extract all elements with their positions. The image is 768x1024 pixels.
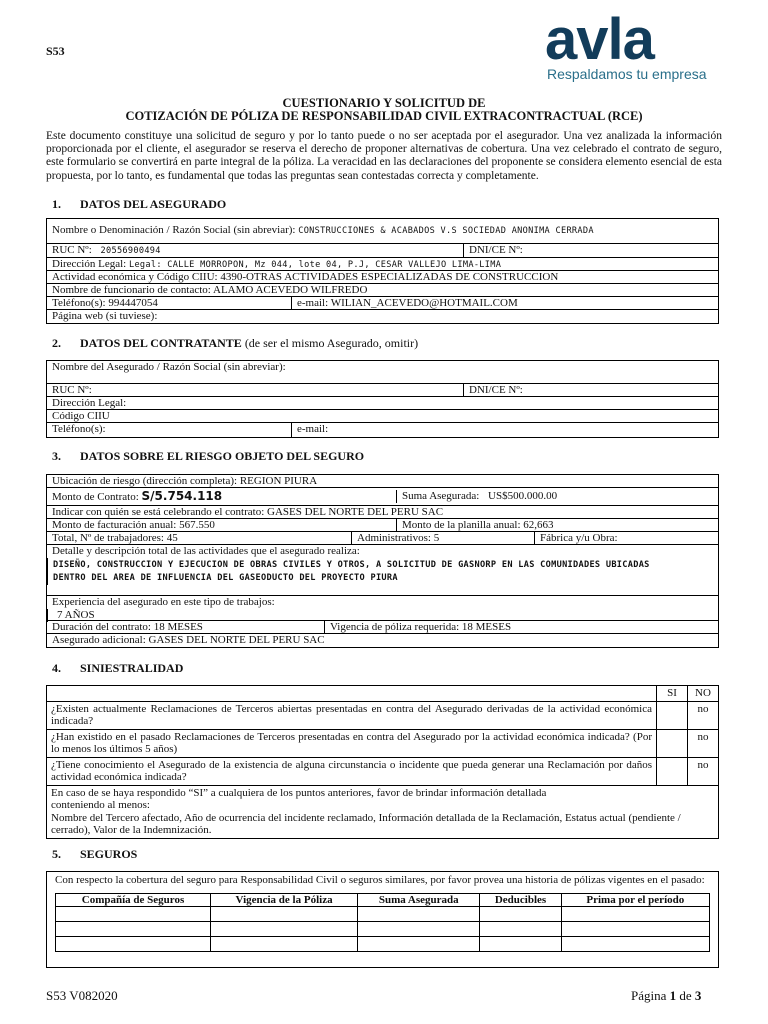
contractor-data-form [46,360,719,438]
workers-row [47,532,718,545]
contractor-ruc-label[interactable]: RUC Nº: [52,384,92,396]
logo-tagline: Respaldamos tu empresa [547,66,707,82]
contract-with-row [47,506,718,519]
insured-contact-label: Nombre de funcionario de contacto: [52,284,211,296]
claims-answer-3-si[interactable] [657,757,688,785]
logo-wordmark: avla [545,7,654,72]
insured-data-form [46,218,719,324]
claims-answer-2-si[interactable] [657,729,688,757]
annual-billing-label: Monto de facturación anual: [52,519,177,531]
table-cell[interactable] [480,937,561,952]
section-1-heading: 1. DATOS DEL ASEGURADO [52,197,227,211]
contractor-email-label[interactable]: e-mail: [297,423,329,435]
duration-row [47,621,718,634]
sum-insured-value[interactable]: US$500.000.00 [488,490,558,502]
table-cell[interactable] [561,922,709,937]
claims-question-1: ¿Existen actualmente Reclamaciones de Terceros abiertas presentadas en contra del Asegurado derivadas de la actividad económica indicada? [47,701,657,729]
contract-amount-value[interactable]: S/5.754.118 [141,489,223,503]
contractor-dni-label[interactable]: DNI/CE Nº: [469,384,523,396]
table-cell[interactable] [210,907,357,922]
insured-name-label: Nombre o Denominación / Razón Social (sin abreviar): [52,224,296,236]
contractor-ruc-row [47,384,718,397]
table-cell[interactable] [210,922,357,937]
col-si: SI [657,686,688,702]
table-cell[interactable] [358,922,480,937]
document-title-line1: CUESTIONARIO Y SOLICITUD DE [282,96,486,110]
risk-data-form [46,474,719,648]
insurance-history-box [46,871,719,968]
table-cell[interactable] [56,922,211,937]
insured-name-row [47,219,718,244]
insurance-history-header [56,894,710,907]
contractor-phone-label[interactable]: Teléfono(s): [52,423,106,435]
workers-value[interactable]: 45 [166,532,178,544]
claims-note[interactable] [47,785,719,838]
claims-note-row [47,785,719,838]
risk-location-row [47,475,718,488]
claims-answer-1-no[interactable]: no [688,701,719,729]
additional-insured-label: Asegurado adicional: [52,634,146,646]
insurance-history-intro: Con respecto la cobertura del seguro para Responsabilidad Civil o seguros similares, por favor provea una historia de pólizas vigentes en el pasado: [55,874,705,886]
col-policy-validity: Vigencia de la Póliza [210,894,357,907]
section-4-heading: 4. SINIESTRALIDAD [52,661,184,675]
experience-row [47,596,718,621]
insured-ruc-label: RUC Nº: [52,244,92,256]
workers-label: Total, Nº de trabajadores: [52,532,164,544]
contractor-name-row [47,361,718,384]
claims-question-2: ¿Han existido en el pasado Reclamaciones de Terceros presentadas en contra del Asegurado por la actividad económica indicada? (Por lo menos los últimos 5 años) [47,729,657,757]
admin-staff-value[interactable]: 5 [433,532,440,544]
col-no: NO [688,686,719,702]
table-cell[interactable] [480,907,561,922]
contract-amount-label: Monto de Contrato: [52,490,139,503]
insured-name-value[interactable]: CONSTRUCCIONES & ACABADOS V.S SOCIEDAD ANONIMA CERRADA [298,226,594,236]
activities-detail-line2[interactable]: DENTRO DEL AREA DE INFLUENCIA DEL GASEODUCTO DEL PROYECTO PIURA [47,572,718,585]
claims-question-row [47,729,719,757]
table-cell[interactable] [56,907,211,922]
table-cell[interactable] [480,922,561,937]
insured-address-value[interactable]: Legal: CALLE MORROPON, Mz 044, lote 04, P.J, CESAR VALLEJO LIMA-LIMA [128,260,502,270]
insured-phone-label: Teléfono(s): [52,297,106,309]
contract-with-value[interactable]: GASES DEL NORTE DEL PERU SAC [267,506,444,518]
insured-contact-row [47,284,718,297]
insured-contact-value[interactable]: ALAMO ACEVEDO WILFREDO [213,284,368,296]
table-cell[interactable] [358,907,480,922]
table-row [56,907,710,922]
table-row [56,922,710,937]
annual-payroll-label: Monto de la planilla anual: [402,519,521,531]
experience-value[interactable]: 7 AÑOS [47,609,718,622]
insured-activity-row [47,271,718,284]
insured-address-row [47,258,718,271]
table-cell[interactable] [210,937,357,952]
insured-phone-row [47,297,718,310]
intro-paragraph: Este documento constituye una solicitud de seguro y por lo tanto puede o no ser aceptada por el asegurador. Una vez analizada la información proporcionada por el cliente, el asegurador se reserva el derecho de proponer alternativas de cobertura. Una vez celebrado el contrato de seguro, este formulario se convertirá en parte integral de la póliza. La veracidad en las declaraciones del proponente se considera elemento esencial de esta propuesta, por lo tanto, es fundamental que todas las preguntas sean contestadas correcta y completamente. [46,130,722,182]
document-code: S53 [46,44,65,58]
section-3-heading: 3. DATOS SOBRE EL RIESGO OBJETO DEL SEGURO [52,449,365,463]
activities-detail-label: Detalle y descripción total de las actividades que el asegurado realiza: [52,545,360,557]
contractor-name-label[interactable]: Nombre del Asegurado / Razón Social (sin abreviar): [52,361,286,373]
col-sum-insured: Suma Asegurada [358,894,480,907]
claims-note-line2: conteniendo al menos: [51,799,150,811]
risk-location-value[interactable]: REGION PIURA [239,475,318,487]
footer-page-number: Página 1 de 3 [631,988,702,1003]
additional-insured-value[interactable]: GASES DEL NORTE DEL PERU SAC [148,634,325,646]
claims-table [46,685,719,839]
activities-detail-row [47,545,718,596]
insured-activity-value[interactable]: 4390-OTRAS ACTIVIDADES ESPECIALIZADAS DE CONSTRUCCION [220,271,559,283]
claims-note-line3: Nombre del Tercero afectado, Año de ocurrencia del incidente reclamado, Información detallada de la Reclamación, Estatus actual (pendiente / cerrado), Valor de la Indemnización. [51,811,681,836]
col-deductibles: Deducibles [480,894,561,907]
insured-address-label: Dirección Legal: [52,258,127,270]
policy-validity-label: Vigencia de póliza requerida: [330,621,460,633]
section-5-heading: 5. SEGUROS [52,847,138,861]
claims-answer-1-si[interactable] [657,701,688,729]
table-cell[interactable] [358,937,480,952]
factory-label[interactable]: Fábrica y/u Obra: [540,532,618,544]
claims-answer-3-no[interactable]: no [688,757,719,785]
avla-logo [545,7,721,84]
document-title-line2: COTIZACIÓN DE PÓLIZA DE RESPONSABILIDAD CIVIL EXTRACONTRACTUAL (RCE) [125,109,643,123]
table-cell[interactable] [561,907,709,922]
activities-detail-line1[interactable]: DISEÑO, CONSTRUCCION Y EJECUCION DE OBRAS CIVILES Y OTROS, A SOLICITUD DE GASNORP EN LAS COMUNIDADES UBICADAS [47,558,718,572]
annual-billing-value[interactable]: 567.550 [179,519,215,531]
claims-question-3: ¿Tiene conocimiento el Asegurado de la existencia de alguna circunstancia o incidente que pueda generar una Reclamación por daños actividad económica indicada? [47,757,657,785]
col-premium: Prima por el período [561,894,709,907]
table-cell[interactable] [561,937,709,952]
claims-question-row [47,757,719,785]
section-2-heading: 2. DATOS DEL CONTRATANTE (de ser el mismo Asegurado, omitir) [52,336,419,350]
contractor-address-label[interactable]: Dirección Legal: [52,397,127,409]
contractor-address-row [47,397,718,410]
additional-insured-row [47,634,718,647]
footer-version: S53 V082020 [46,988,118,1003]
insurance-history-table [55,893,710,952]
col-insurance-company: Compañía de Seguros [56,894,211,907]
insured-web-row [47,310,718,323]
contract-duration-value[interactable]: 18 MESES [153,621,203,633]
contract-with-label: Indicar con quién se está celebrando el contrato: [52,506,265,518]
insured-ruc-value[interactable]: 20556900494 [100,246,161,256]
insured-dni-label[interactable]: DNI/CE Nº: [469,244,523,256]
insured-email-value[interactable]: WILIAN_ACEVEDO@HOTMAIL.COM [330,297,518,309]
sum-insured-label: Suma Asegurada: [402,490,480,502]
insured-web-label[interactable]: Página web (si tuviese): [52,310,158,322]
claims-question-row [47,701,719,729]
table-cell[interactable] [56,937,211,952]
insured-activity-label: Actividad económica y Código CIIU: [52,271,218,283]
policy-validity-value[interactable]: 18 MESES [461,621,512,633]
experience-label: Experiencia del asegurado en este tipo de trabajos: [52,596,275,608]
billing-row [47,519,718,532]
insured-email-label: e-mail: [297,297,329,309]
claims-header-row [47,686,719,702]
contract-duration-label: Duración del contrato: [52,621,151,633]
annual-payroll-value[interactable]: 62,663 [523,519,554,531]
insured-phone-value[interactable]: 994447054 [108,297,158,309]
table-row [56,937,710,952]
contract-amount-row [47,488,718,506]
insured-ruc-row [47,244,718,258]
contractor-ciiu-label[interactable]: Código CIIU [52,410,110,422]
risk-location-label: Ubicación de riesgo (dirección completa): [52,475,238,487]
claims-note-line1: En caso de se haya respondido “SI” a cualquiera de los puntos anteriores, favor de brindar información detallada [51,786,547,799]
contractor-phone-row [47,423,718,437]
contractor-ciiu-row [47,410,718,423]
admin-staff-label: Administrativos: [357,532,431,544]
claims-answer-2-no[interactable]: no [688,729,719,757]
